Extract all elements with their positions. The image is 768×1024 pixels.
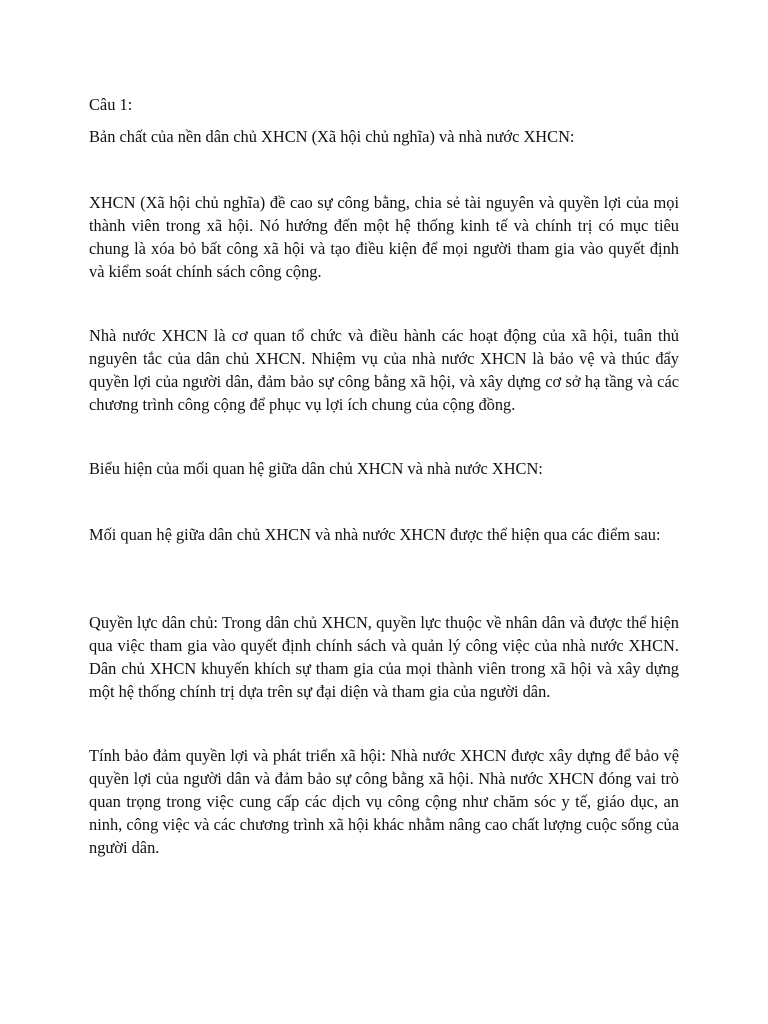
section-title-nature: Bản chất của nền dân chủ XHCN (Xã hội chủ nghĩa) và nhà nước XHCN: bbox=[89, 127, 575, 146]
paragraph-social-guarantee: Tính bảo đảm quyền lợi và phát triển xã hội: Nhà nước XHCN được xây dựng để bảo vệ quyền lợi của người dân và đảm bảo sự công bằng xã hội. Nhà nước XHCN đóng vai trò quan trọng trong việc cung cấp các dịch vụ công cộng như chăm sóc y tế, giáo dục, an ninh, công việc và các chương trình xã hội khác nhằm nâng cao chất lượng cuộc sống của người dân. bbox=[89, 746, 679, 857]
section-title-relationship: Biểu hiện của mối quan hệ giữa dân chủ XHCN và nhà nước XHCN: bbox=[89, 459, 543, 478]
question-heading: Câu 1: bbox=[89, 95, 133, 114]
paragraph-state-definition: Nhà nước XHCN là cơ quan tổ chức và điều hành các hoạt động của xã hội, tuân thủ nguyên tắc của dân chủ XHCN. Nhiệm vụ của nhà nước XHCN là bảo vệ và thúc đẩy quyền lợi của người dân, đảm bảo sự công bằng xã hội, và xây dựng cơ sở hạ tầng và các chương trình công cộng để phục vụ lợi ích chung của cộng đồng. bbox=[89, 326, 679, 414]
paragraph-socialism-definition: XHCN (Xã hội chủ nghĩa) đề cao sự công bằng, chia sẻ tài nguyên và quyền lợi của mọi thành viên trong xã hội. Nó hướng đến một hệ thống kinh tế và chính trị có mục tiêu chung là xóa bỏ bất công xã hội và tạo điều kiện để mọi người tham gia vào quyết định và kiểm soát chính sách công cộng. bbox=[89, 193, 679, 281]
paragraph-democratic-power: Quyền lực dân chủ: Trong dân chủ XHCN, quyền lực thuộc về nhân dân và được thể hiện qua việc tham gia vào quyết định chính sách và quản lý công việc của nhà nước XHCN. Dân chủ XHCN khuyến khích sự tham gia của mọi thành viên trong xã hội và xây dựng một hệ thống chính trị dựa trên sự đại diện và tham gia của người dân. bbox=[89, 613, 679, 701]
paragraph-relationship-intro: Mối quan hệ giữa dân chủ XHCN và nhà nước XHCN được thể hiện qua các điểm sau: bbox=[89, 525, 661, 544]
